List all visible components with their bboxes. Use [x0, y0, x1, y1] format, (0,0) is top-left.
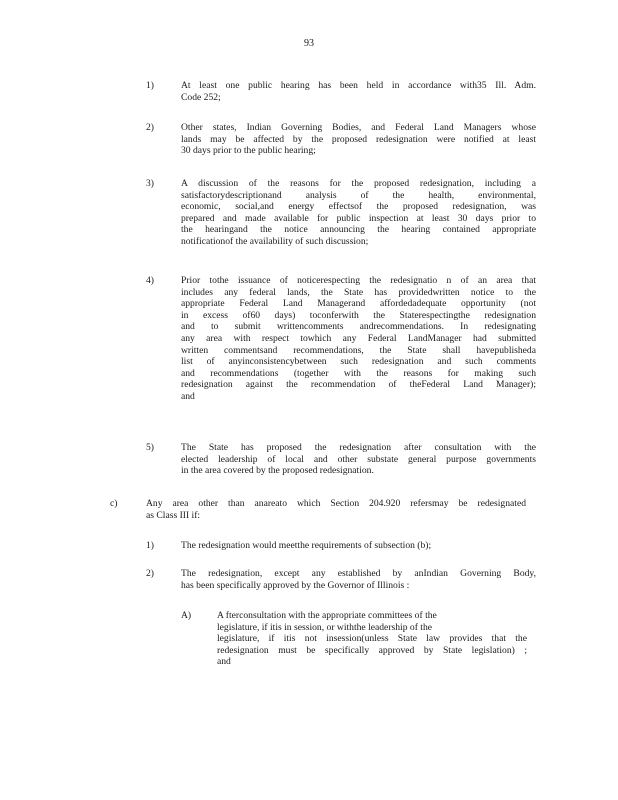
text-line: A discussion of the reasons for the proposed redesignation, including a	[181, 178, 536, 189]
item-text	[181, 568, 536, 591]
item-marker: 2)	[146, 122, 154, 133]
text-line: prepared and made available for public inspection at least 30 days prior to	[181, 212, 536, 224]
text-line: Any area other than anareato which Section 204.920 refersmay be redesignated	[146, 498, 526, 509]
item-marker: A)	[181, 610, 192, 621]
text-line: satisfactorydescriptionand analysis of the health, environmental,	[181, 189, 536, 201]
text-line: list of anyinconsistencybetween such redesignation and such comments	[181, 356, 536, 368]
text-line: notificationof the availability of such discussion;	[181, 235, 369, 247]
item-marker: 1)	[146, 540, 154, 551]
text-line: redesignation against the recommendation of theFederal Land Manager);	[181, 379, 536, 391]
text-line: includes any federal lands, the State has providedwritten notice to the	[181, 286, 536, 298]
text-line: has been specifically approved by the Governor of Illinois :	[181, 579, 410, 591]
text-line: as Class III if:	[146, 509, 201, 521]
text-line: The redesignation, except any established by anIndian Governing Body,	[181, 568, 536, 579]
item-marker: 2)	[146, 568, 154, 579]
page-number: 93	[304, 38, 314, 49]
text-line: appropriate Federal Land Managerand affordedadequate opportunity (not	[181, 298, 536, 310]
text-line: The State has proposed the redesignation after consultation with the	[181, 442, 536, 453]
text-line: economic, social,and energy effectsof the proposed redesignation, was	[181, 201, 536, 213]
text-line: in excess of60 days) toconferwith the Staterespectingthe redesignation	[181, 309, 536, 321]
item-marker: 4)	[146, 275, 154, 286]
text-line: written commentsand recommendations, the State shall havepublisheda	[181, 344, 536, 356]
text-line: Prior tothe issuance of noticerespecting the redesignatio n of an area that	[181, 275, 536, 286]
item-text	[181, 178, 536, 248]
item-text	[146, 498, 526, 521]
item-text	[181, 275, 536, 403]
item-text	[181, 442, 536, 477]
text-line: At least one public hearing has been held in accordance with35 Ill. Adm.	[181, 80, 536, 91]
text-line: lands may be affected by the proposed redesignation were notified at least	[181, 133, 536, 145]
item-text	[181, 80, 536, 103]
text-line: Other states, Indian Governing Bodies, and Federal Land Managers whose	[181, 122, 536, 133]
text-line: Code 252;	[181, 91, 221, 103]
text-line: in the area covered by the proposed redesignation.	[181, 465, 374, 477]
item-marker: c)	[110, 498, 118, 509]
text-line: and	[181, 390, 195, 402]
item-marker: 1)	[146, 80, 154, 91]
item-text	[181, 540, 536, 552]
text-line: legislature, if itis in session, or withthe leadership of the	[217, 621, 433, 633]
item-text	[217, 610, 527, 668]
text-line: any area with respect towhich any Federal LandManager had submitted	[181, 332, 536, 344]
text-line: legislature, if itis not insession(unless State law provides that the	[217, 633, 527, 645]
text-line: and	[217, 656, 231, 668]
text-line: elected leadership of local and other substate general purpose governments	[181, 453, 536, 465]
text-line: redesignation must be specifically approved by State legislation) ;	[217, 644, 527, 656]
text-line: The redesignation would meetthe requirements of subsection (b);	[181, 540, 432, 551]
text-line: and to submit writtencomments andrecommendations. In redesignating	[181, 321, 536, 333]
text-line: and recommendations (together with the reasons for making such	[181, 367, 536, 379]
item-marker: 3)	[146, 178, 154, 189]
text-line: the hearingand the notice announcing the hearing contained appropriate	[181, 224, 536, 236]
item-marker: 5)	[146, 442, 154, 453]
text-line: A fterconsultation with the appropriate committees of the	[217, 610, 437, 621]
text-line: 30 days prior to the public hearing;	[181, 145, 316, 157]
item-text	[181, 122, 536, 157]
